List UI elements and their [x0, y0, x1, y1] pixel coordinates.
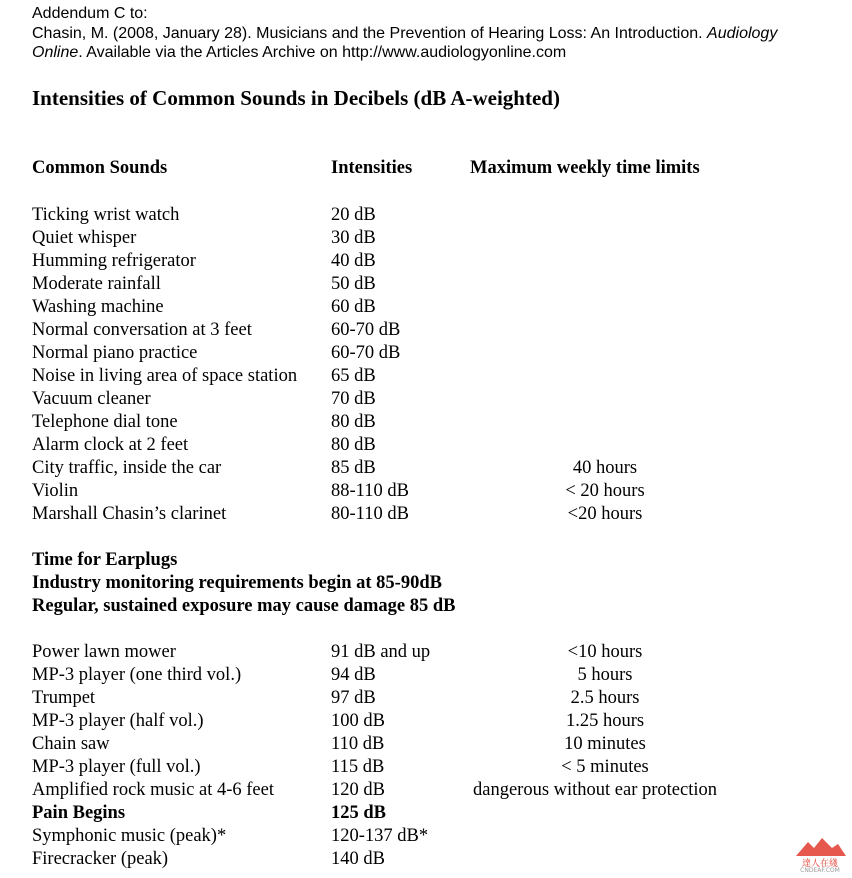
time-limit-cell: <10 hours	[567, 642, 643, 662]
sound-cell: Trumpet	[32, 688, 96, 708]
table-row	[0, 687, 852, 710]
sound-cell: Humming refrigerator	[32, 251, 196, 271]
intensity-cell: 30 dB	[331, 228, 376, 248]
intensity-cell: 60 dB	[331, 297, 376, 317]
time-limit-cell: < 20 hours	[565, 481, 645, 501]
sound-cell: Amplified rock music at 4-6 feet	[32, 780, 274, 800]
table-row	[0, 342, 852, 365]
earplug-note-2: Regular, sustained exposure may cause damage 85 dB	[32, 596, 456, 616]
time-limit-cell: dangerous without ear protection	[472, 780, 718, 800]
citation-availability: . Available via the Articles Archive on http://www.audiologyonline.com	[78, 44, 567, 61]
sound-cell: Vacuum cleaner	[32, 389, 151, 409]
sound-cell: City traffic, inside the car	[32, 458, 222, 478]
intensity-cell: 65 dB	[331, 366, 376, 386]
intensity-cell: 140 dB	[331, 849, 385, 869]
sound-cell: Pain Begins	[32, 803, 126, 823]
table-row	[0, 710, 852, 733]
time-limit-cell: < 5 minutes	[561, 757, 649, 777]
column-header-limit: Maximum weekly time limits	[470, 158, 700, 178]
sound-cell: MP-3 player (full vol.)	[32, 757, 201, 777]
time-limit-cell: 10 minutes	[564, 734, 646, 754]
sound-cell: Normal piano practice	[32, 343, 198, 363]
sound-cell: Violin	[32, 481, 79, 501]
citation-line-1: Addendum C to:	[32, 5, 148, 22]
intensity-cell: 50 dB	[331, 274, 376, 294]
sound-cell: Alarm clock at 2 feet	[32, 435, 189, 455]
table-row	[0, 457, 852, 480]
table-row	[0, 641, 852, 664]
table-row	[0, 273, 852, 296]
column-header-intensity: Intensities	[331, 158, 413, 178]
column-header-sound: Common Sounds	[32, 158, 168, 178]
intensity-cell: 60-70 dB	[331, 343, 401, 363]
sound-cell: Chain saw	[32, 734, 110, 754]
table-row	[0, 664, 852, 687]
time-limit-cell: 40 hours	[572, 458, 638, 478]
table-row	[0, 480, 852, 503]
table-row	[0, 227, 852, 250]
intensity-cell: 80-110 dB	[331, 504, 409, 524]
sound-cell: Firecracker (peak)	[32, 849, 169, 869]
table-row	[0, 756, 852, 779]
sound-cell: Washing machine	[32, 297, 164, 317]
intensity-cell: 110 dB	[331, 734, 385, 754]
watermark-text: 達人在綫	[801, 858, 838, 868]
intensity-cell: 120-137 dB*	[331, 826, 429, 846]
intensity-cell: 94 dB	[331, 665, 376, 685]
sound-cell: Noise in living area of space station	[32, 366, 298, 386]
sound-cell: Moderate rainfall	[32, 274, 161, 294]
table-row	[0, 296, 852, 319]
intensity-cell: 97 dB	[331, 688, 376, 708]
time-limit-cell: <20 hours	[567, 504, 643, 524]
intensity-cell: 100 dB	[331, 711, 385, 731]
table-row	[0, 204, 852, 227]
table-row	[0, 825, 852, 848]
sound-cell: MP-3 player (half vol.)	[32, 711, 204, 731]
table-row	[0, 365, 852, 388]
citation-text: Chasin, M. (2008, January 28). Musicians and the Prevention of Hearing Loss: An Introduction.	[32, 24, 708, 42]
table-row	[0, 411, 852, 434]
table-row	[0, 733, 852, 756]
watermark-subtext: CNDEAF.COM	[800, 867, 840, 874]
table-row	[0, 319, 852, 342]
earplug-note-1: Industry monitoring requirements begin at 85-90dB	[32, 573, 442, 593]
citation-journal: Audiology	[707, 24, 778, 42]
watermark-logo	[792, 836, 848, 876]
time-limit-cell: 1.25 hours	[565, 711, 645, 731]
intensity-cell: 85 dB	[331, 458, 376, 478]
table-row	[0, 779, 852, 802]
sound-cell: Power lawn mower	[32, 642, 176, 662]
intensity-cell: 80 dB	[331, 435, 376, 455]
intensity-cell: 120 dB	[331, 780, 385, 800]
citation	[32, 4, 777, 63]
time-limit-cell: 2.5 hours	[570, 688, 640, 708]
earplug-notes	[32, 549, 455, 618]
intensity-cell: 125 dB	[331, 803, 387, 823]
sound-cell: Symphonic music (peak)*	[32, 826, 227, 846]
citation-journal-cont: Online	[32, 44, 79, 61]
table-row	[0, 802, 852, 825]
intensity-cell: 91 dB and up	[331, 642, 431, 662]
watermark-house-icon	[792, 836, 848, 858]
intensity-cell: 20 dB	[331, 205, 376, 225]
intensity-cell: 60-70 dB	[331, 320, 401, 340]
intensity-cell: 115 dB	[331, 757, 385, 777]
sound-table-group-2	[0, 641, 852, 871]
intensity-cell: 40 dB	[331, 251, 376, 271]
citation-line-3	[32, 43, 777, 63]
sound-cell: Ticking wrist watch	[32, 205, 180, 225]
intensity-cell: 80 dB	[331, 412, 376, 432]
sound-cell: Telephone dial tone	[32, 412, 178, 432]
table-row	[0, 388, 852, 411]
table-row	[0, 434, 852, 457]
intensity-cell: 70 dB	[331, 389, 376, 409]
table-row	[0, 250, 852, 273]
sound-cell: MP-3 player (one third vol.)	[32, 665, 242, 685]
sound-cell: Quiet whisper	[32, 228, 137, 248]
earplug-heading: Time for Earplugs	[32, 550, 178, 570]
time-limit-cell: 5 hours	[577, 665, 633, 685]
sound-cell: Normal conversation at 3 feet	[32, 320, 252, 340]
citation-line-2	[32, 24, 777, 44]
sound-cell: Marshall Chasin’s clarinet	[32, 504, 227, 524]
table-row	[0, 848, 852, 871]
intensity-cell: 88-110 dB	[331, 481, 409, 501]
table-row	[0, 503, 852, 526]
sound-table-group-1	[0, 204, 852, 526]
page-title: Intensities of Common Sounds in Decibels (dB A-weighted)	[32, 86, 560, 110]
